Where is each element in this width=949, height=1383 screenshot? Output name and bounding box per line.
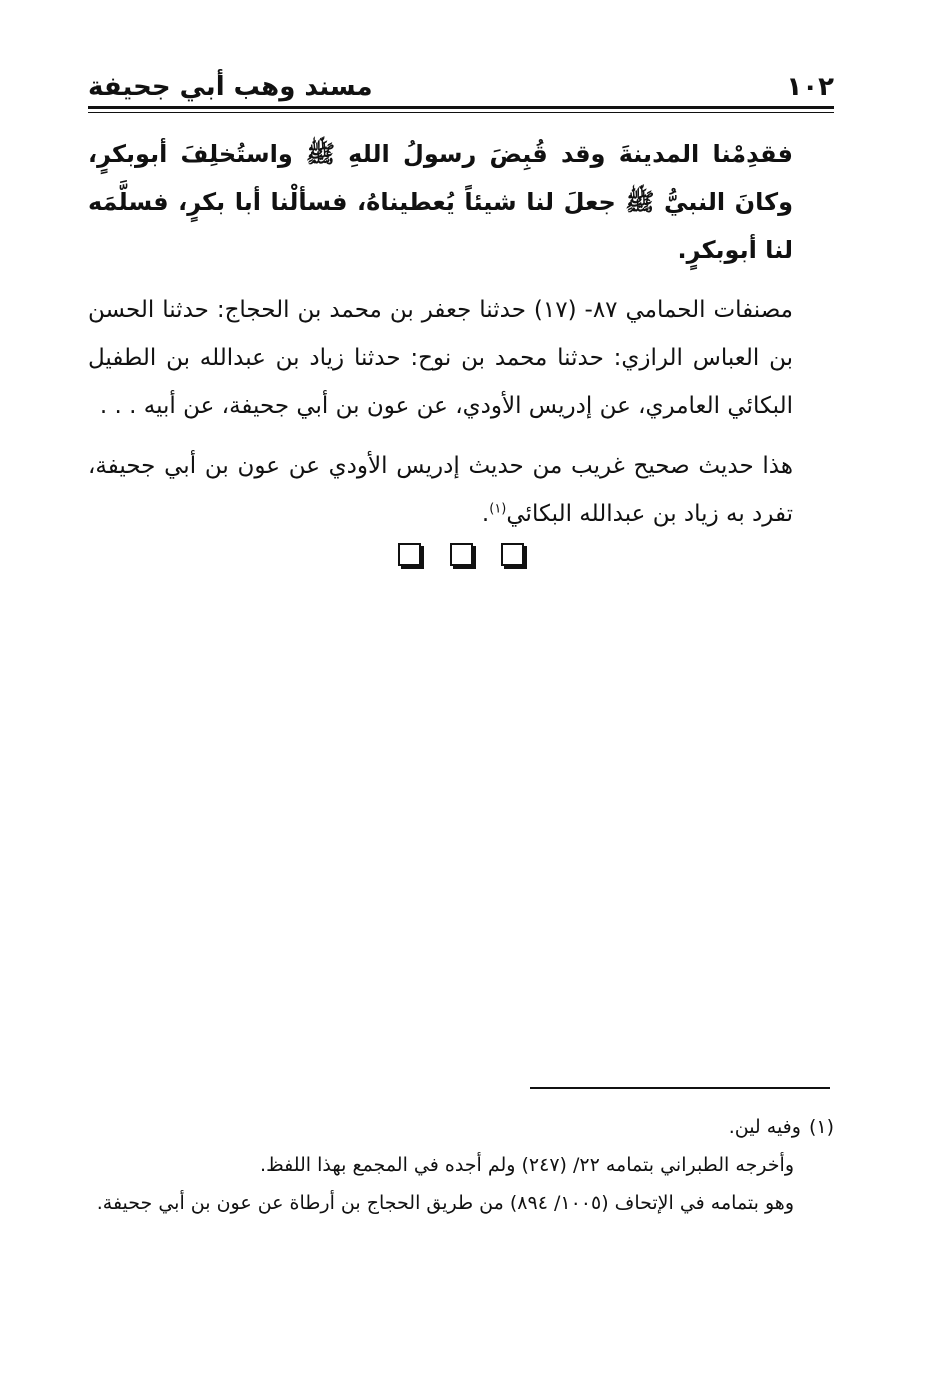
separator-box-icon (450, 543, 473, 566)
footnote-line (88, 1108, 834, 1146)
page-header (88, 70, 834, 104)
header-rule-thin (88, 112, 834, 113)
footnote-line: وأخرجه الطبراني بتمامه ٢٢/ (٢٤٧) ولم أجده في المجمع بهذا اللفظ. (260, 1154, 794, 1176)
comment-paragraph (88, 442, 793, 538)
footnotes (88, 1108, 834, 1222)
comment-text: هذا حديث صحيح غريب من حديث إدريس الأودي عن عون بن أبي جحيفة، تفرد به زياد بن عبدالله البكائي (88, 453, 793, 527)
footnote-text: وفيه لين. (728, 1116, 801, 1138)
header-rule (88, 106, 834, 109)
hadith-quote: فقدِمْنا المدينةَ وقد قُبِضَ رسولُ اللهِ ﷺ واستُخلِفَ أبوبكرٍ، وكانَ النبيُّ ﷺ جعلَ لنا شيئاً يُعطيناهُ، فسألْنا أبا بكرٍ، فسلَّمَه لنا أبوبكرٍ. (88, 140, 793, 264)
footnote-line: وهو بتمامه في الإتحاف (١٠٠٥/ ٨٩٤) من طريق الحجاج بن أرطاة عن عون بن أبي جحيفة. (96, 1192, 794, 1214)
main-text (88, 130, 793, 538)
separator-box-icon (398, 543, 421, 566)
comment-end: . (481, 501, 490, 527)
section-separator (398, 543, 524, 567)
footnote-ref[interactable]: (١) (489, 501, 507, 517)
separator-box-icon (501, 543, 524, 566)
footnote-marker: (١) (808, 1116, 834, 1138)
running-title: مسند وهب أبي جحيفة (88, 72, 373, 102)
isnad-paragraph: مصنفات الحمامي ٨٧- (١٧) حدثنا جعفر بن محمد بن الحجاج: حدثنا الحسن بن العباس الرازي: حدثنا محمد بن نوح: حدثنا زياد بن عبدالله بن الطفيل البكائي العامري، عن إدريس الأودي، عن عون بن أبي جحيفة، عن أبيه . . . (88, 297, 793, 419)
page-number: ١٠٢ (786, 72, 834, 102)
footnote-rule (530, 1087, 830, 1089)
